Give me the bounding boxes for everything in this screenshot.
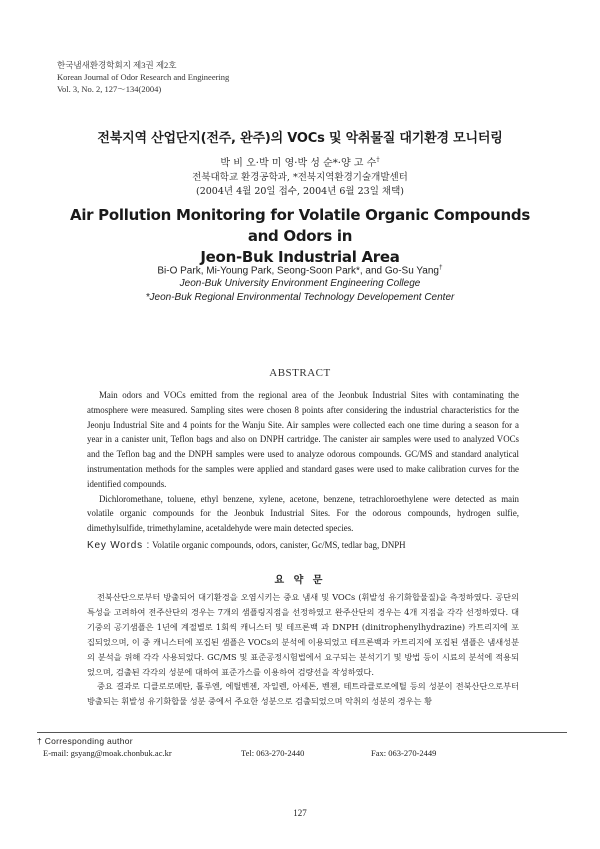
abstract-paragraph-2: Dichloromethane, toluene, ethyl benzene, xylene, acetone, benzene, tetrachloroethylene were detected as main volatile organic compounds for the Jeonbuk Industrial Sites. For the odorous compounds, hydrogen sulfie, dimethylsulfide, trimethylamine, acetaldehyde were main detected species. xyxy=(87,493,519,534)
journal-name-ko: 한국냄새환경학회지 제3권 제2호 xyxy=(57,60,177,70)
korean-summary-body xyxy=(87,590,519,709)
korean-summary-heading: 요 약 문 xyxy=(274,575,326,586)
title-english-line2: Jeon-Buk Industrial Area xyxy=(200,248,400,266)
corresponding-author-note: † Corresponding author xyxy=(37,736,133,746)
authors-english xyxy=(0,264,600,276)
journal-header xyxy=(57,59,229,95)
abstract-paragraph-1: Main odors and VOCs emitted from the regional area of the Jeonbuk Industrial Sites with contaminating the atmosphere were measured. Sampling sites were chosen 8 points after considering the industrial characteristics for the Jeonju Industrial Site and 4 points for the Wanju Site. Air samples were collected each one time during a season for a year in a canister unit, Teflon bags and also on DNPH cartridge. The canister air samples were used to analyzed VOCs and the Teflon bag and the DNPH samples were used to analyze odorous compounds. GC/MS and standard analytical instrumentation methods for the samples were applied and standard gases were used to make calibration curves for the identified compounds. xyxy=(87,390,519,489)
contact-email: E-mail: gsyang@moak.chonbuk.ac.kr xyxy=(43,748,172,758)
title-korean: 전북지역 산업단지(전주, 완주)의 VOCs 및 악취물질 대기환경 모니터링 xyxy=(97,131,503,146)
contact-fax: Fax: 063-270-2449 xyxy=(371,748,437,758)
affiliation-korean: 전북대학교 환경공학과, *전북지역환경기술개발센터 xyxy=(192,172,408,183)
title-english xyxy=(60,205,540,268)
authors-korean xyxy=(0,154,600,169)
affiliation-english-2: *Jeon-Buk Regional Environmental Technology Developement Center xyxy=(145,292,455,303)
contact-tel: Tel: 063-270-2440 xyxy=(241,748,305,758)
journal-name-en: Korean Journal of Odor Research and Engineering xyxy=(57,72,230,82)
corresponding-mark-en: † xyxy=(439,264,443,271)
corresponding-mark-ko: † xyxy=(376,155,380,164)
received-accepted-dates: (2004년 4월 20일 접수, 2004년 6월 23일 채택) xyxy=(196,186,404,197)
keywords-label: Key Words : xyxy=(87,540,151,551)
footnote-divider xyxy=(37,732,567,733)
authors-korean-names: 박 비 오·박 미 영·박 성 순*·양 고 수 xyxy=(220,158,377,169)
keywords-list: Volatile organic compounds, odors, canister, Gc/MS, tedlar bag, DNPH xyxy=(152,540,406,550)
title-english-line1: Air Pollution Monitoring for Volatile Organic Compounds and Odors in xyxy=(70,206,530,245)
keywords-line xyxy=(87,540,527,551)
abstract-body xyxy=(87,388,519,536)
affiliation-english-1: Jeon-Buk University Environment Engineering College xyxy=(179,278,421,289)
journal-volume: Vol. 3, No. 2, 127～134(2004) xyxy=(57,84,162,94)
abstract-heading: ABSTRACT xyxy=(269,367,331,379)
page-number: 127 xyxy=(293,808,307,818)
authors-english-names: Bi-O Park, Mi-Young Park, Seong-Soon Park*, and Go-Su Yang xyxy=(157,265,439,277)
korean-summary-paragraph-2: 중요 결과로 디클로로메탄, 톨루엔, 에틸벤젠, 자일렌, 아세톤, 벤젠, 테트라클로로에틸 등의 성분이 전북산단으로부터 방출되는 휘발성 유기화합물 성분 중에서 주요한 성분으로 검출되었으며 악취의 성분의 경우는 황 xyxy=(87,681,519,707)
korean-summary-paragraph-1: 전북산단으로부터 방출되어 대기환경을 오염시키는 중요 냄새 및 VOCs (휘발성 유기화합물질)을 측정하였다. 공단의 특성을 고려하여 전주산단의 경우는 7개의 샘플링지점을 선정하였고 완주산단의 경우는 4개 지점을 각각 선정하였다. 대기중의 공기샘플은 1년에 계절별로 1회씩 캐니스터 및 테프론백 과 DNPH (dinitrophenylhydrazine) 카트리지에 포집되었으며, 이 중 캐니스터에 포집된 샘플은 VOCs의 분석에 이용되었고 테프론백과 카트리지에 포집된 샘플은 냄새성분의 분석을 위해 각각 사용되었다. GC/MS 및 표준공정시험법에서 요구되는 분석기기 및 방법 등이 시료의 분석에 적용되었으며, 검출된 각각의 성분에 대하여 표준가스를 이용하여 검량선을 작성하였다. xyxy=(87,592,519,677)
